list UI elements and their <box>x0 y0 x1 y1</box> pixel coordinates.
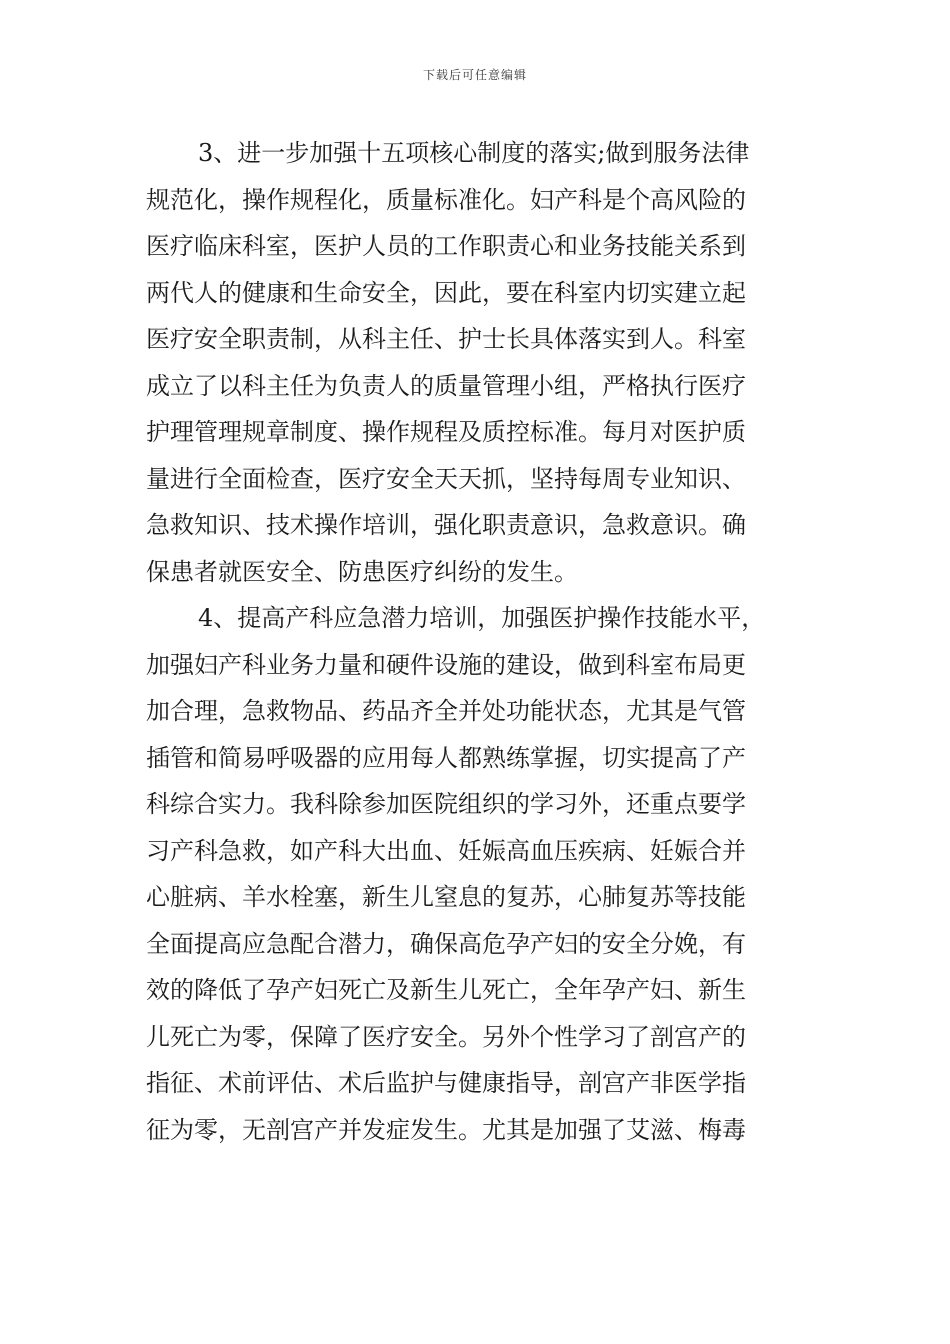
paragraph-line: 儿死亡为零，保障了医疗安全。另外个性学习了剖宫产的 <box>146 1022 746 1051</box>
paragraph-line: 两代人的健康和生命安全，因此，要在科室内切实建立起 <box>146 278 746 307</box>
paragraph-line: 效的降低了孕产妇死亡及新生儿死亡，全年孕产妇、新生 <box>146 976 746 1004</box>
paragraph-line: 规范化，操作规程化，质量标准化。妇产科是个高风险的 <box>146 185 746 214</box>
paragraph-line: 医疗安全职责制，从科主任、护士长具体落实到人。科室 <box>146 325 746 353</box>
download-edit-note: 下载后可任意编辑 <box>422 68 527 82</box>
paragraph-line: 量进行全面检查，医疗安全天天抓，坚持每周专业知识、 <box>146 464 746 493</box>
document-body <box>146 130 808 1153</box>
paragraph-line: 心脏病、羊水栓塞，新生儿窒息的复苏，心肺复苏等技能 <box>146 883 746 911</box>
paragraph-line: 3、进一步加强十五项核心制度的落实;做到服务法律 <box>198 139 750 167</box>
paragraph-line: 加合理，急救物品、药品齐全并处功能状态，尤其是气管 <box>146 697 746 725</box>
paragraph-line: 成立了以科主任为负责人的质量管理小组，严格执行医疗 <box>146 371 746 400</box>
paragraph-line: 指征、术前评估、术后监护与健康指导，剖宫产非医学指 <box>146 1069 746 1097</box>
paragraph-4 <box>146 595 808 1153</box>
paragraph-line: 保患者就医安全、防患医疗纠纷的发生。 <box>146 557 578 586</box>
paragraph-line: 加强妇产科业务力量和硬件设施的建设，做到科室布局更 <box>146 650 746 679</box>
paragraph-line: 习产科急救，如产科大出血、妊娠高血压疾病、妊娠合并 <box>146 836 746 865</box>
paragraph-3 <box>146 130 808 595</box>
paragraph-line: 征为零，无剖宫产并发症发生。尤其是加强了艾滋、梅毒 <box>146 1115 746 1144</box>
paragraph-line: 4、提高产科应急潜力培训，加强医护操作技能水平， <box>198 604 766 632</box>
paragraph-line: 科综合实力。我科除参加医院组织的学习外，还重点要学 <box>146 790 746 818</box>
paragraph-line: 护理管理规章制度、操作规程及质控标准。每月对医护质 <box>146 418 746 446</box>
paragraph-line: 插管和简易呼吸器的应用每人都熟练掌握，切实提高了产 <box>146 743 746 772</box>
paragraph-line: 全面提高应急配合潜力，确保高危孕产妇的安全分娩，有 <box>146 929 746 958</box>
paragraph-line: 急救知识、技术操作培训，强化职责意识，急救意识。确 <box>146 511 746 539</box>
paragraph-line: 医疗临床科室，医护人员的工作职责心和业务技能关系到 <box>146 232 746 260</box>
